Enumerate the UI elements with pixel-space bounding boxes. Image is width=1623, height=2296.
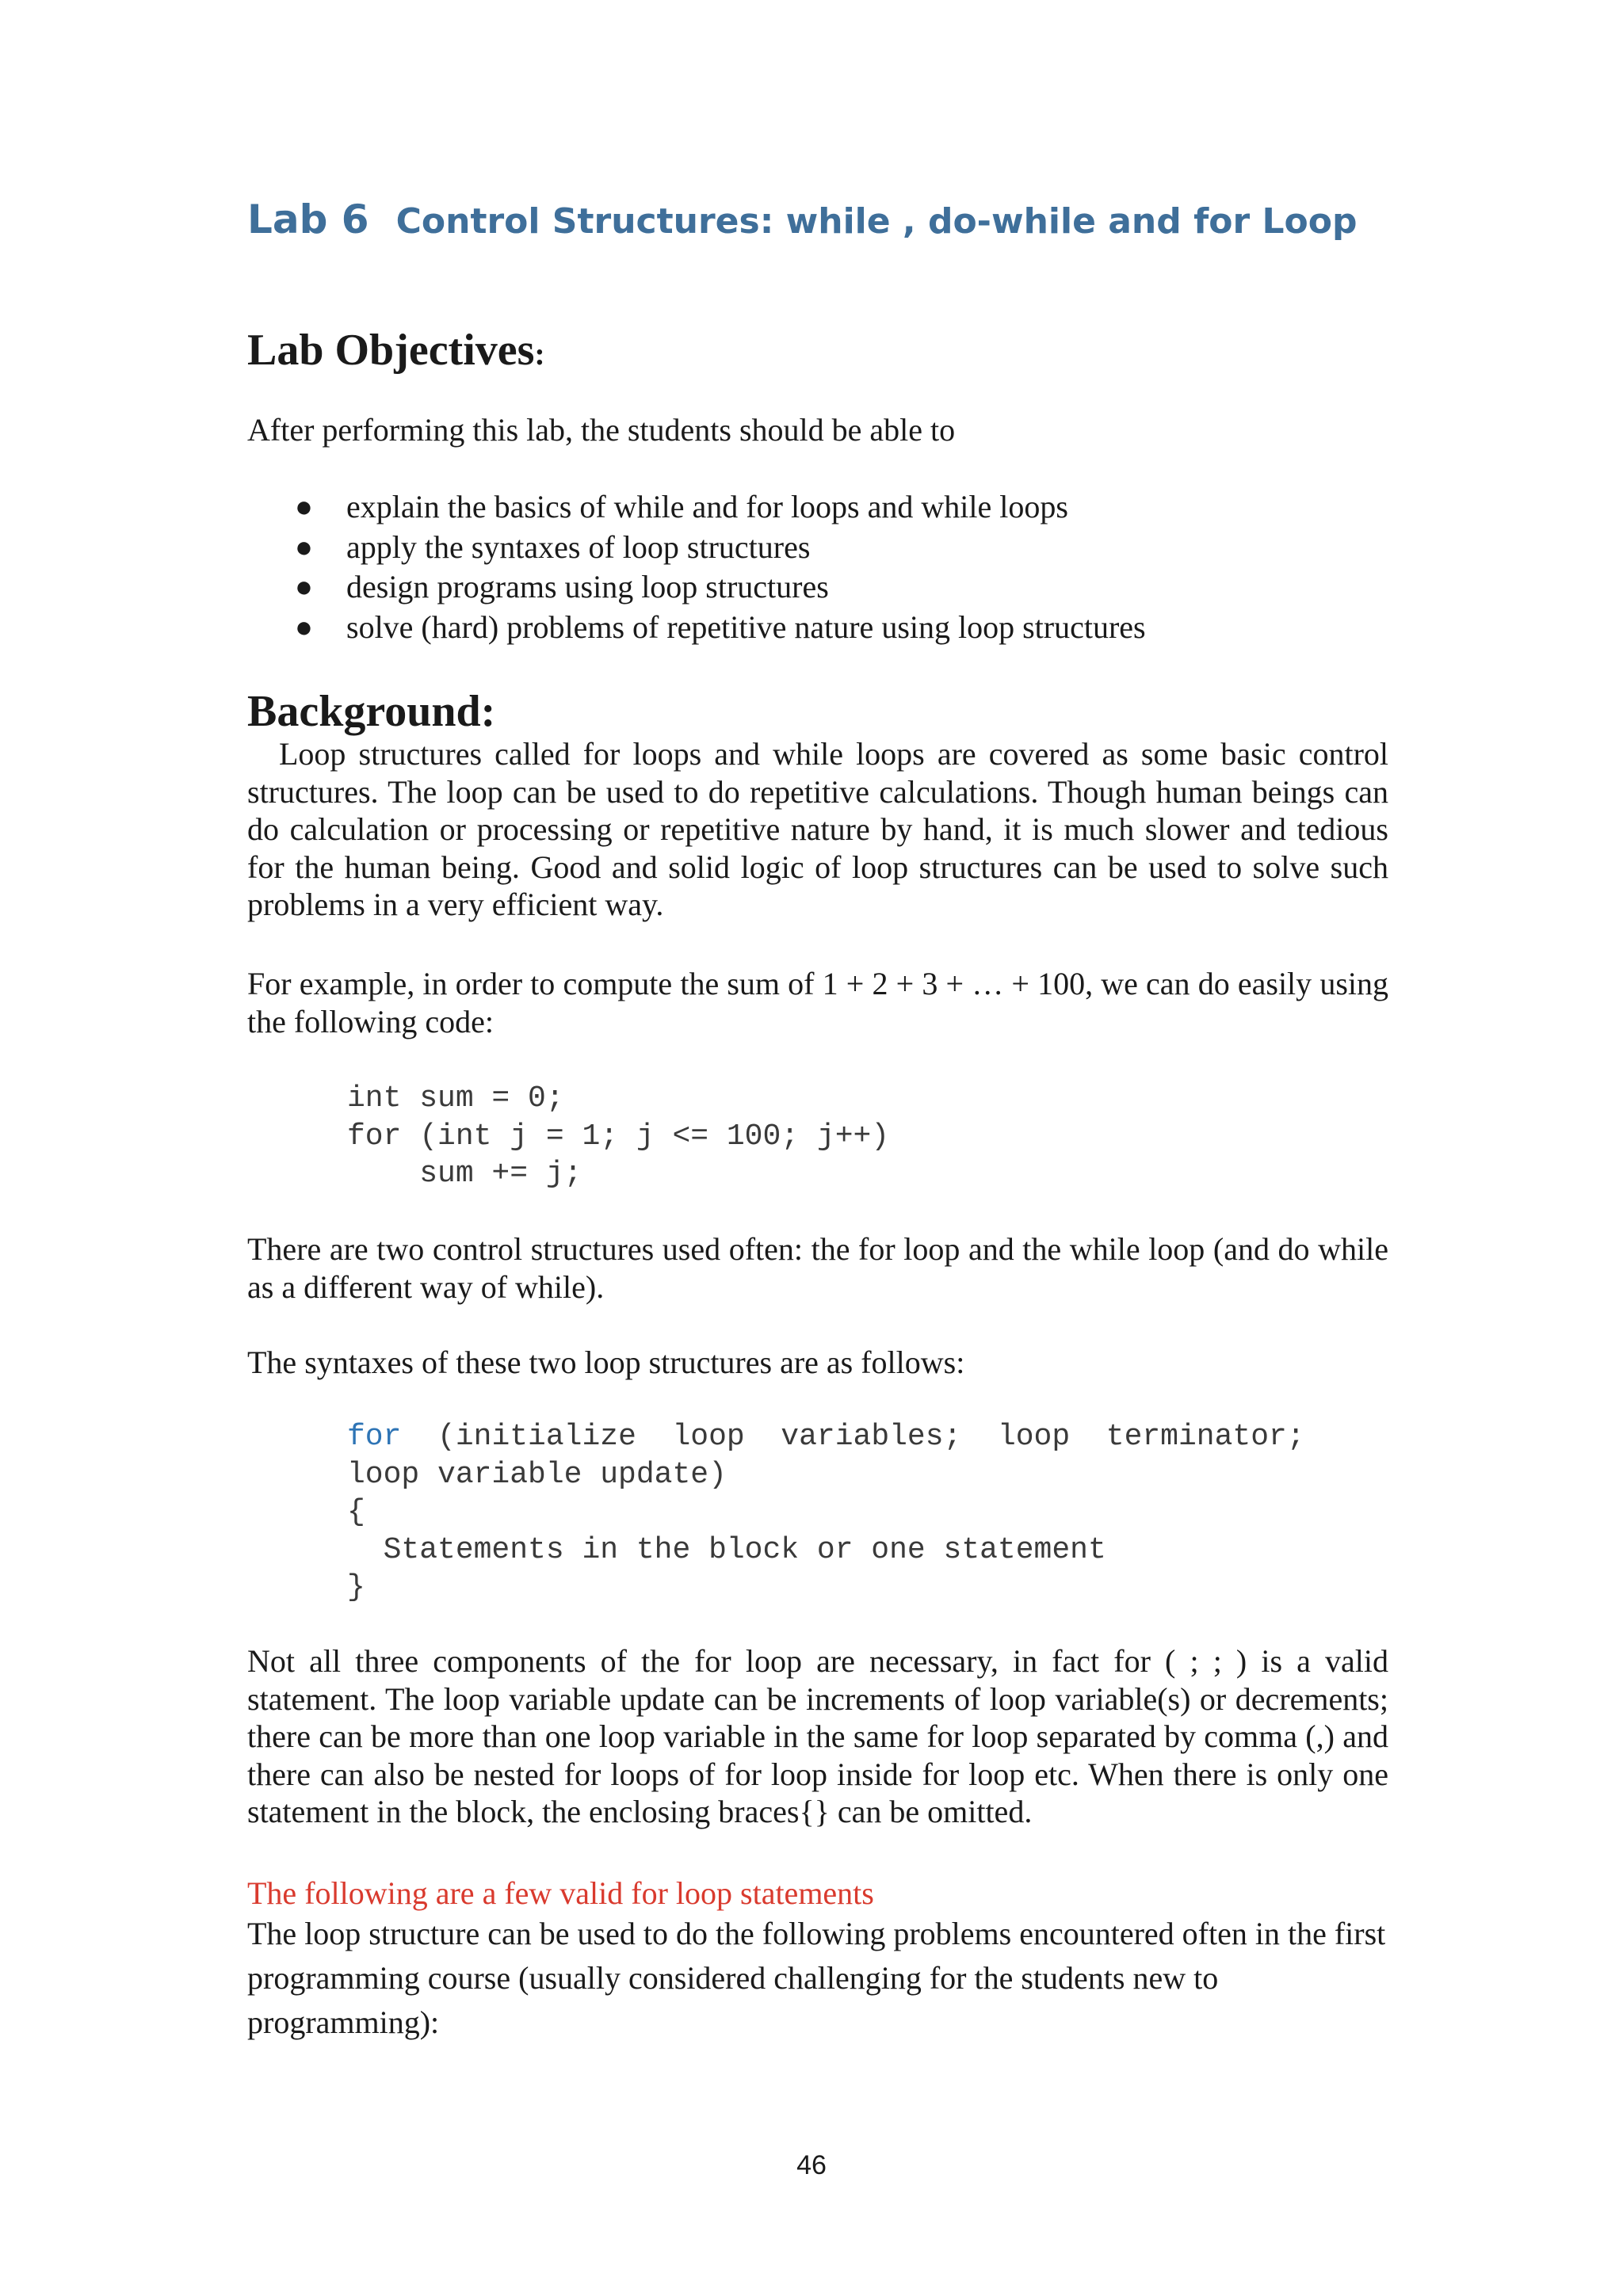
objective-text: solve (hard) problems of repetitive nature using loop structures xyxy=(346,608,1146,645)
objectives-heading-colon: : xyxy=(534,336,545,372)
objectives-list xyxy=(247,487,1146,647)
objectives-heading xyxy=(247,325,545,376)
background-paragraph-1: Loop structures called for loops and while loops are covered as some basic control structures. The loop can be used to do repetitive calculations. Though human beings can do calculation or processing or repetitive nature by hand, it is much slower and tedious for the human being. Good and solid logic of loop structures can be used to solve such problems in a very efficient way. xyxy=(247,736,1388,922)
list-item xyxy=(247,567,1146,608)
code-block-sum xyxy=(347,1080,889,1193)
background-paragraph-3: There are two control structures used often: the for loop and the while loop (and do while as a different way of while). xyxy=(247,1231,1388,1305)
list-item xyxy=(247,528,1146,568)
code-line: { xyxy=(347,1495,365,1529)
objective-text: apply the syntaxes of loop structures xyxy=(346,528,811,565)
code-line: for (int j = 1; j <= 100; j++) xyxy=(347,1119,890,1154)
bullet-icon: ● xyxy=(295,530,313,564)
code-line: } xyxy=(347,1570,365,1604)
code-line: int sum = 0; xyxy=(347,1081,564,1116)
code-line: sum += j; xyxy=(347,1157,582,1191)
code-block-for-syntax xyxy=(347,1418,1305,1607)
objective-text: design programs using loop structures xyxy=(346,569,829,605)
code-line: loop variable update) xyxy=(347,1457,727,1492)
lab-title xyxy=(247,196,1436,242)
lab-subtitle: Control Structures: while , do-while and for Loop xyxy=(395,201,1358,242)
lab-number: Lab 6 xyxy=(247,196,369,242)
code-line-rest: (initialize loop variables; loop terminator; xyxy=(401,1420,1305,1454)
list-item xyxy=(247,487,1146,528)
highlighted-note: The following are a few valid for loop statements xyxy=(247,1875,874,1911)
page-number: 46 xyxy=(796,2150,827,2180)
background-paragraph-6: The loop structure can be used to do the following problems encountered often in the first programming course (usually considered challenging for the students new to programming): xyxy=(247,1916,1386,2040)
objectives-intro: After performing this lab, the students should be able to xyxy=(247,412,956,448)
background-paragraph-2: For example, in order to compute the sum of 1 + 2 + 3 + … + 100, we can do easily using the following code: xyxy=(247,966,1388,1039)
background-heading: Background: xyxy=(247,687,496,736)
background-paragraph-5: Not all three components of the for loop are necessary, in fact for ( ; ; ) is a valid statement. The loop variable update can be increments of loop variable(s) or decrements; there can be more than one loop variable in the same for loop separated by comma (,) and there can also be nested for loops of for loop inside for loop etc. When there is only one statement in the block, the enclosing braces{} can be omitted. xyxy=(247,1643,1388,1829)
objectives-heading-text: Lab Objectives xyxy=(247,326,535,375)
code-line: Statements in the block or one statement xyxy=(347,1532,1106,1567)
bullet-icon: ● xyxy=(295,570,313,604)
code-keyword: for xyxy=(347,1420,402,1454)
background-paragraph-4: The syntaxes of these two loop structures are as follows: xyxy=(247,1344,965,1380)
objective-text: explain the basics of while and for loops and while loops xyxy=(346,489,1068,524)
bullet-icon: ● xyxy=(295,490,313,524)
list-item xyxy=(247,608,1146,648)
code-line xyxy=(347,1418,1305,1456)
bullet-icon: ● xyxy=(295,610,313,644)
